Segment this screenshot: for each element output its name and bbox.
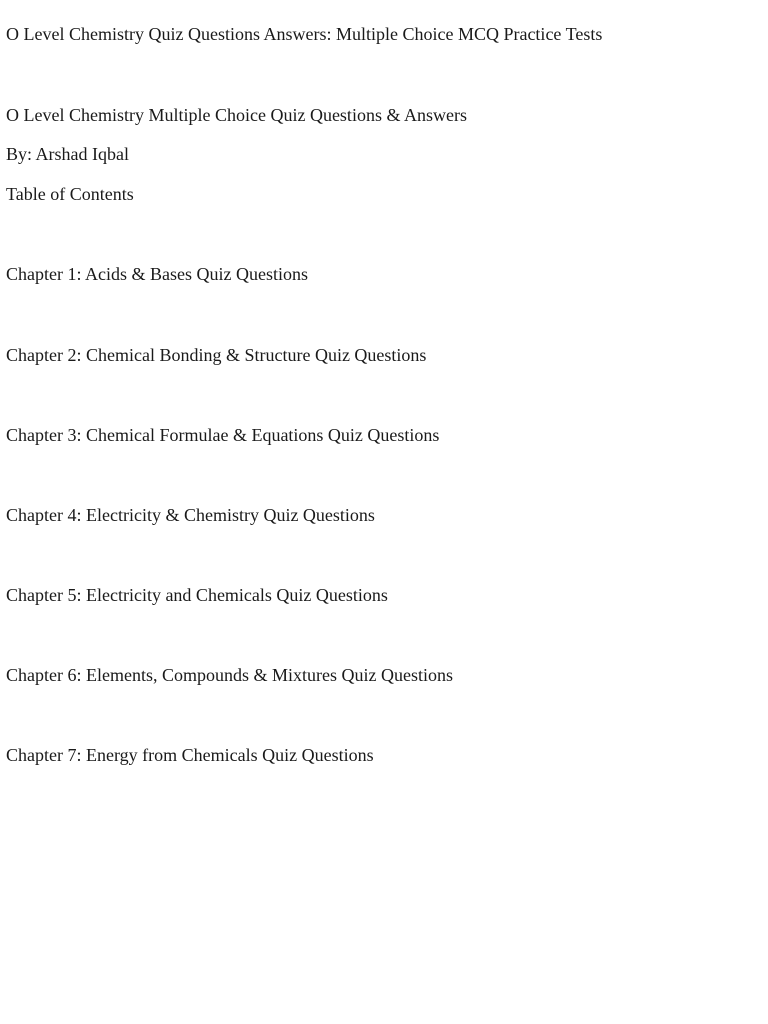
book-title: O Level Chemistry Multiple Choice Quiz Questions & Answers bbox=[6, 105, 467, 125]
toc-item-chapter-7[interactable]: Chapter 7: Energy from Chemicals Quiz Questions bbox=[6, 745, 374, 765]
page-title: O Level Chemistry Quiz Questions Answers: Multiple Choice MCQ Practice Tests bbox=[6, 24, 603, 44]
toc-item-chapter-1[interactable]: Chapter 1: Acids & Bases Quiz Questions bbox=[6, 264, 308, 284]
toc-item-chapter-3[interactable]: Chapter 3: Chemical Formulae & Equations Quiz Questions bbox=[6, 425, 440, 445]
toc-item-chapter-4[interactable]: Chapter 4: Electricity & Chemistry Quiz Questions bbox=[6, 505, 375, 525]
author-byline: By: Arshad Iqbal bbox=[6, 144, 129, 164]
toc-item-chapter-6[interactable]: Chapter 6: Elements, Compounds & Mixtures Quiz Questions bbox=[6, 665, 453, 685]
toc-item-chapter-5[interactable]: Chapter 5: Electricity and Chemicals Quiz Questions bbox=[6, 585, 388, 605]
toc-item-chapter-2[interactable]: Chapter 2: Chemical Bonding & Structure Quiz Questions bbox=[6, 345, 427, 365]
toc-heading: Table of Contents bbox=[6, 184, 134, 204]
